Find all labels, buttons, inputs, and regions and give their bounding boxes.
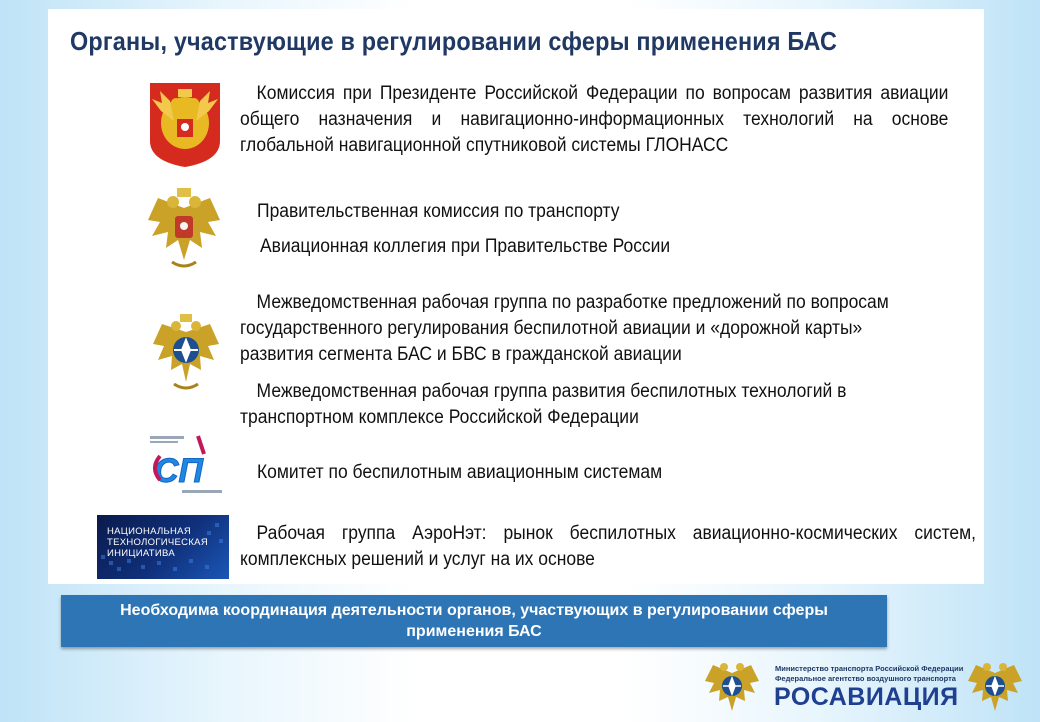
nti-logo	[97, 515, 229, 579]
item-uas-committee: Комитет по беспилотным авиационным системам	[257, 462, 663, 483]
transport-ministry-emblem-icon	[150, 312, 222, 392]
footer-brand: РОСАВИАЦИЯ	[774, 683, 959, 711]
sap-union-logo	[146, 434, 230, 496]
item-government-transport-commission: Правительственная комиссия по транспорту	[257, 201, 620, 222]
item-interagency-working-group-regulation: Межведомственная рабочая группа по разработке предложений по вопросам государственного регулирования беспилотной авиации и «дорожной карты» развития сегмента БАС и БВС в гражданской авиации	[240, 292, 889, 365]
gold-double-headed-eagle-icon	[146, 186, 222, 272]
banner-line-2: применения БАС	[406, 623, 542, 640]
banner-line-1: Необходима координация деятельности органов, участвующих в регулировании сферы	[120, 602, 828, 619]
nti-logo-text: НАЦИОНАЛЬНАЯ ТЕХНОЛОГИЧЕСКАЯ ИНИЦИАТИВА	[107, 526, 208, 559]
coordination-banner	[61, 595, 887, 647]
item-aeronet-working-group: Рабочая группа АэроНэт: рынок беспилотных авиационно-космических систем, комплексных решений и услуг на их основе	[240, 523, 976, 570]
item-presidential-commission: Комиссия при Президенте Российской Федерации по вопросам развития авиации общего назначения и навигационно-информационных технологий на основе глобальной навигационной спутниковой системы ГЛОНАСС	[240, 83, 949, 156]
footer-emblem-right-icon	[966, 657, 1024, 717]
sap-logo-text: СП	[154, 452, 204, 490]
footer-emblem-left-icon	[703, 657, 761, 717]
slide-title: Органы, участвующие в регулировании сферы применения БАС	[70, 26, 838, 56]
footer-ministry-text: Министерство транспорта Российской Федерации	[775, 664, 964, 673]
item-interagency-working-group-transport: Межведомственная рабочая группа развития беспилотных технологий в транспортном комплексе Российской Федерации	[240, 381, 847, 428]
item-aviation-collegium: Авиационная коллегия при Правительстве России	[260, 236, 671, 257]
footer-agency-text: Федеральное агентство воздушного транспорта	[775, 674, 956, 683]
russia-coat-of-arms-icon	[148, 81, 222, 169]
